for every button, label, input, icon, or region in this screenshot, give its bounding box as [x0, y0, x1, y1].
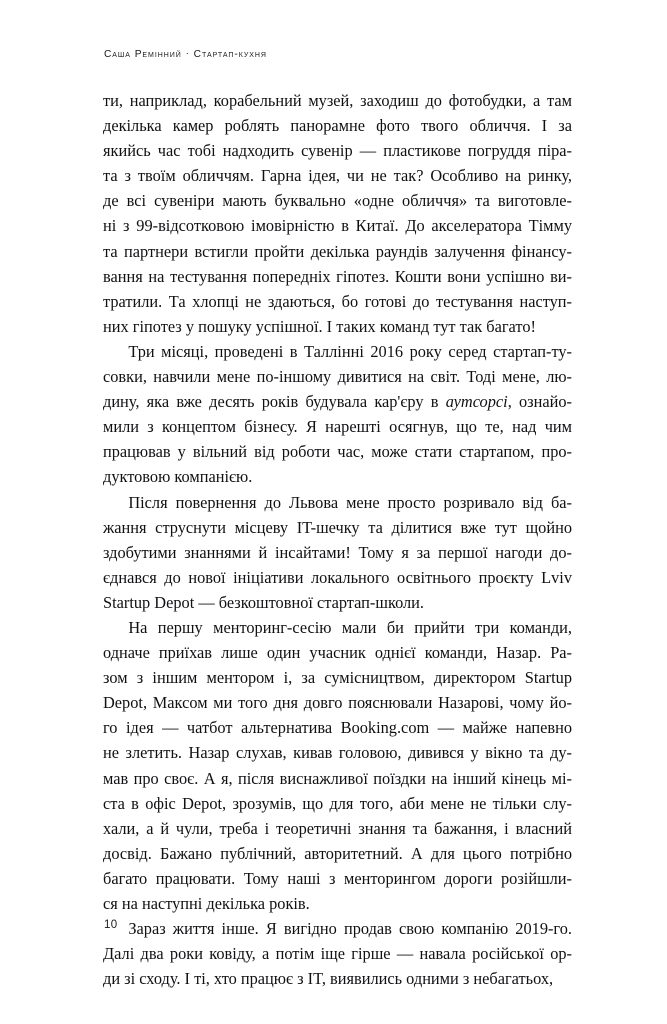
paragraph: [103, 615, 572, 916]
text-line: ся на наступні декілька років.: [103, 894, 310, 913]
text-line: єднався до нової ініціативи локального освітнього проєкту Lviv: [103, 567, 572, 587]
text-line: го ідея — чатбот альтернатива Booking.com — майже напевно: [103, 718, 572, 738]
text-line: Далі два роки ковіду, а потім іще гірше — навала російської ор-: [103, 944, 572, 964]
text-line: та з твоїм обличчям. Гарна ідея, чи не так? Особливо на ринку,: [103, 166, 572, 186]
running-header-separator: ·: [185, 48, 190, 58]
text-line: мав про своє. А я, після виснажливої поїздки на інший кінець мі-: [103, 768, 572, 788]
text-line: здобутими знаннями й інсайтами! Тому я за першої нагоди до-: [103, 542, 572, 562]
body-text-block: [103, 88, 572, 991]
text-line: зом з іншим ментором і, за сумісництвом, директором Startup: [103, 668, 572, 688]
text-line: дуктовою компанією.: [103, 467, 253, 487]
text-line: якийсь час тобі надходить сувенір — пластикове погруддя піра-: [103, 141, 572, 161]
text-line: совки, навчили мене по-іншому дивитися на світ. Тоді мене, лю-: [103, 367, 572, 387]
paragraph: [103, 88, 572, 339]
text-line: Три місяці, проведені в Таллінні 2016 року серед стартап-ту-: [128, 341, 572, 361]
running-header-book-title: Стартап-кухня: [193, 49, 267, 60]
text-line: вання на тестування попередніх гіпотез. Кошти вони успішно ви-: [103, 266, 572, 286]
text-line: ста в офіс Depot, зрозумів, що для того, аби мене не тільки слу-: [103, 793, 572, 813]
paragraph: [103, 339, 572, 490]
text-line: досвід. Бажано публічний, авторитетний. А для цього потрібно: [103, 843, 572, 863]
text-line: одначе приїхав лише один учасник однієї команди, Назар. Ра-: [103, 643, 572, 663]
text-line: Depot, Максом ми того дня довго пояснювали Назарові, чому йо-: [103, 693, 572, 713]
text-line: дину, яка вже десять років будувала кар'єру в аутсорсі, ознайо-: [103, 392, 572, 412]
text-line: хали, а й чули, треба і теоретичні знання та бажання, і власний: [103, 818, 572, 838]
text-line: тратили. Та хлопці не здаються, бо готові до тестування наступ-: [103, 291, 572, 311]
text-line: та партнери встигли пройти декілька раундів залучення фінансу-: [103, 241, 572, 261]
text-line: Зараз життя інше. Я вигідно продав свою компанію 2019-го.: [128, 919, 572, 939]
text-line: ні з 99-відсотковою імовірністю в Китаї. До акселератора Тімму: [103, 216, 572, 236]
text-line: декілька камер роблять панорамне фото твого обличчя. І за: [103, 116, 572, 136]
text-line: жання струснути місцеву IT-шечку та ділитися вже тут щойно: [103, 517, 572, 537]
paragraph: [103, 490, 572, 615]
text-line: них гіпотез у пошуку успішної. І таких команд тут так багато!: [103, 316, 536, 336]
text-line: На першу менторинг-сесію мали би прийти три команди,: [128, 617, 572, 637]
running-header-author: Саша Ремінний: [104, 49, 182, 60]
text-line: не злетить. Назар слухав, кивав головою, дивився у вікно та ду-: [103, 743, 572, 763]
text-line: де всі сувеніри мають буквально «одне обличчя» та виготовле-: [103, 191, 572, 211]
page-number: 10: [104, 919, 118, 931]
paragraph: [103, 916, 572, 991]
text-line: працював у вільний від роботи час, може стати стартапом, про-: [103, 442, 572, 462]
text-line: ти, наприклад, корабельний музей, заходиш до фотобудки, а там: [103, 91, 572, 110]
text-line: багато працювати. Тому наші з менторингом дороги розійшли-: [103, 868, 572, 888]
text-line: ди зі сходу. І ті, хто працює з IT, виявились одними з небагатьох,: [103, 969, 554, 989]
text-line: мили з концептом бізнесу. Я нарешті осягнув, що те, над чим: [103, 417, 572, 437]
text-line: Після повернення до Львова мене просто розривало від ба-: [128, 492, 572, 512]
text-line: Startup Depot — безкоштовної стартап-школи.: [103, 592, 425, 612]
running-header: [104, 48, 574, 60]
